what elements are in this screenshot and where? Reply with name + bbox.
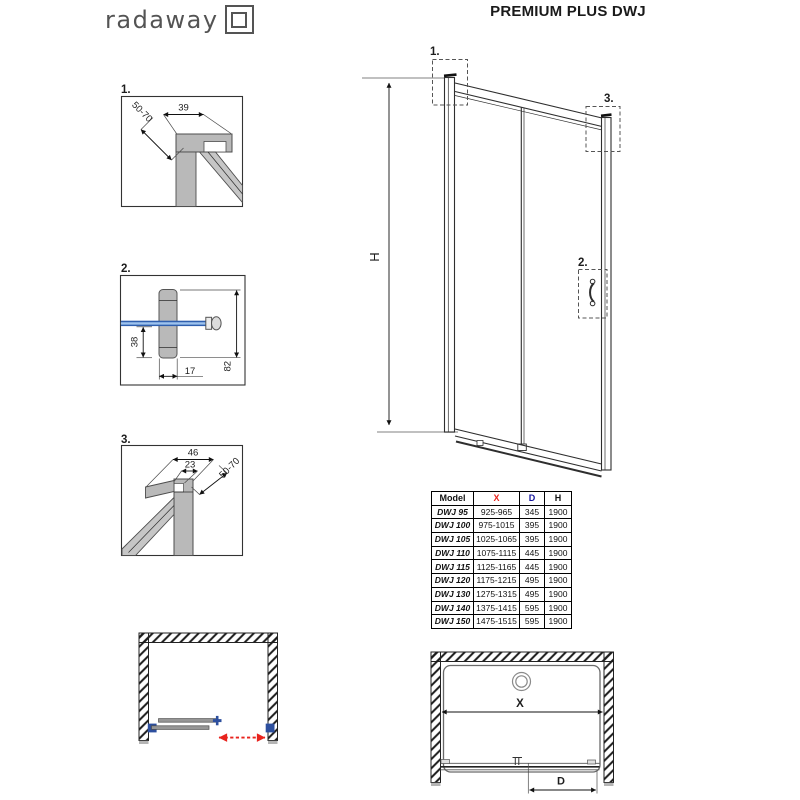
- wall-profile-band: [176, 152, 196, 207]
- table-row: DWJ 120 1175-1215 495 1900: [432, 574, 572, 588]
- detail-3-label: 3.: [121, 434, 131, 446]
- table-row: DWJ 140 1375-1415 595 1900: [432, 601, 572, 615]
- door-handle-icon: [590, 279, 595, 306]
- sliding-panel-top-view: [159, 719, 219, 723]
- table-row: DWJ 115 1125-1165 445 1900: [432, 560, 572, 574]
- col-header-model: Model: [432, 492, 474, 506]
- table-row: DWJ 105 1025-1065 395 1900: [432, 533, 572, 547]
- wall-hatch-top: [139, 633, 278, 643]
- callout-1-label: 1.: [430, 46, 440, 58]
- right-wall-profile: [601, 115, 612, 470]
- left-wall-profile: [444, 75, 457, 432]
- table-row: DWJ 130 1275-1315 495 1900: [432, 587, 572, 601]
- detail-1-label: 1.: [121, 84, 131, 96]
- wall-hatch-top: [431, 652, 614, 662]
- svg-text:82: 82: [222, 360, 234, 372]
- callout-3-label: 3.: [604, 93, 614, 105]
- detail-2-drawing: [121, 263, 246, 385]
- wall-hatch-left: [431, 652, 441, 783]
- bottom-rail: [455, 429, 602, 477]
- col-header-h: H: [545, 492, 572, 506]
- svg-text:H: H: [367, 252, 382, 262]
- table-row: DWJ 95 925-965 345 1900: [432, 505, 572, 519]
- wall-bracket-icon: [266, 724, 275, 733]
- svg-text:17: 17: [184, 365, 196, 377]
- panel-divider: [518, 107, 527, 451]
- table-row: DWJ 150 1475-1515 595 1900: [432, 615, 572, 629]
- callout-2-label: 2.: [578, 257, 588, 269]
- col-header-d: D: [520, 492, 545, 506]
- wall-hatch-right: [604, 652, 614, 783]
- detail-3-drawing: [121, 434, 243, 556]
- svg-text:50-70: 50-70: [217, 455, 243, 481]
- glass-panel-edge: [121, 321, 208, 326]
- col-header-x: X: [474, 492, 520, 506]
- detail-1-drawing: [121, 84, 243, 207]
- svg-text:23: 23: [184, 459, 196, 471]
- radaway-logo-text: radaway: [105, 5, 219, 34]
- svg-text:D: D: [557, 775, 565, 788]
- drain-icon: [513, 673, 531, 691]
- plan-left-drawing: [139, 633, 278, 744]
- svg-text:X: X: [516, 698, 524, 710]
- table-row: DWJ 110 1075-1115 445 1900: [432, 546, 572, 560]
- handle-top-view-icon: [213, 716, 222, 725]
- detail-2-label: 2.: [121, 263, 131, 275]
- table-header-row: [432, 492, 572, 506]
- elevation-drawing: [362, 46, 620, 477]
- svg-text:39: 39: [178, 102, 189, 114]
- handle-knob-icon: [206, 317, 221, 330]
- svg-text:46: 46: [187, 447, 199, 459]
- svg-text:50-70: 50-70: [129, 99, 155, 125]
- top-rail: [455, 83, 602, 130]
- dim-height: [367, 83, 389, 425]
- wall-hatch-left: [139, 633, 149, 741]
- fixed-panel-top-view: [152, 726, 210, 730]
- size-table: [431, 491, 572, 629]
- page-title: PREMIUM PLUS DWJ: [490, 3, 646, 20]
- table-row: DWJ 100 975-1015 395 1900: [432, 519, 572, 533]
- svg-text:38: 38: [129, 336, 141, 348]
- plan-right-drawing: [431, 652, 614, 794]
